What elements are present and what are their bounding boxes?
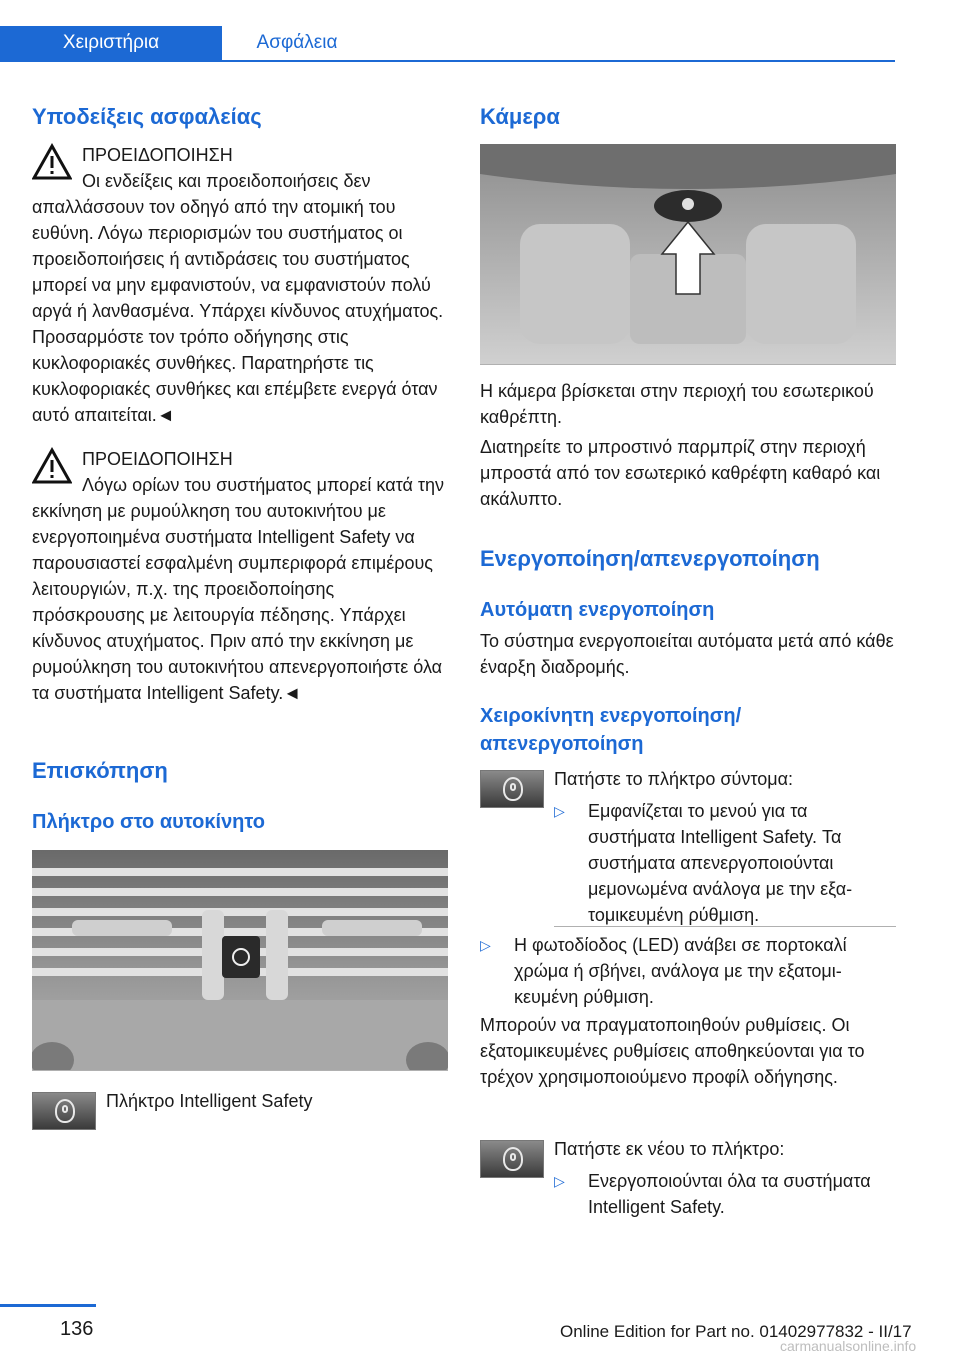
- footer-accent-line: [0, 1304, 96, 1307]
- bullet-triangle-icon: ▷: [554, 1173, 565, 1189]
- bullet-text: Εμφανίζεται το μενού για τα συστήματα Intelligent Safety. Τα συστήματα απενεργοποιούνται μεμονωμένα ανάλογα με την εξατομικευμένη ρύθμιση.: [588, 801, 853, 925]
- warning2-text: Λόγω ορίων του συστήματος μπορεί κατά την εκκίνηση με ρυμούλκηση του αυτοκινήτου με ενεργοποιημένα συστήματα Intelligent Safety να παρουσιαστεί εσφαλμένη συμπεριφορά επιμέρους λειτουργιών, π.χ. της προειδοποίησης πρόσκρουσης με λειτουργία πέδησης. Υπάρχει κίνδυνος ατυχήματος. Πριν από την εκκίνηση με ρυμούλκηση του αυτοκινήτου απενεργοποιήστε όλα τα συστήματα Intelligent Safety.◄: [32, 475, 444, 703]
- camera-photo-divider: [480, 364, 896, 365]
- overview-title: Επισκόπηση: [32, 758, 168, 783]
- press-again-text: Πατήστε εκ νέου το πλήκτρο:: [554, 1139, 785, 1159]
- intelligent-safety-button-icon: [32, 1092, 96, 1130]
- header-divider: [0, 60, 895, 62]
- section-title-safety-notes: Υποδείξεις ασφαλείας: [32, 104, 262, 129]
- camera-photo: [480, 144, 896, 364]
- warning2-head: ΠΡΟΕΙΔΟΠΟΙΗΣΗ: [82, 449, 233, 469]
- camera-location-text: Η κάμερα βρίσκεται στην περιοχή του εσωτερικού καθρέπτη.: [480, 381, 874, 427]
- warning1-body: [32, 168, 450, 428]
- warning1-head: ΠΡΟΕΙΔΟΠΟΙΗΣΗ: [82, 145, 233, 165]
- warning1-text: Οι ενδείξεις και προειδοποιήσεις δεν απαλλάσσουν τον οδηγό από την ατομική του ευθύνη. Λόγω περιορισμών του συστήματος οι προειδοποιήσεις ή αντιδράσεις του συστήματος μπορεί να μην εμφανιστούν, να εμφανιστούν πολύ αργά ή λανθασμένα. Υπάρχει κίνδυνος ατυχήματος. Προσαρμόστε τον τρόπο οδήγησης στις κυκλοφοριακές συνθήκες. Παρατηρήστε τις κυκλοφοριακές συνθήκες και επέμβετε ενεργά όταν αυτό απαιτείται.◄: [32, 171, 444, 425]
- camera-clean-text: Διατηρείτε το μπροστινό παρμπρίζ στην περιοχή μπροστά από τον εσωτερικό καθρέφτη καθαρό και ακάλυπτο.: [480, 437, 881, 509]
- bullet-activate-all: [554, 1168, 896, 1220]
- photo-divider: [32, 1070, 448, 1071]
- auto-activation-text: Το σύστημα ενεργοποιείται αυτόματα μετά από κάθε έναρξη διαδρομής.: [480, 631, 894, 677]
- press-short-text: Πατήστε το πλήκτρο σύντομα:: [554, 769, 794, 789]
- button-caption: Πλήκτρο Intelligent Safety: [106, 1091, 313, 1111]
- bullet-text: Ενεργοποιούνται όλα τα συστήματα Intelligent Safety.: [588, 1171, 871, 1217]
- dashboard-button-photo: [32, 850, 448, 1070]
- bullet-triangle-icon: ▷: [554, 803, 565, 819]
- warning2-body: [32, 472, 450, 706]
- tab-controls[interactable]: Χειριστήρια: [0, 26, 222, 60]
- bullet-text: Η φωτοδίοδος (LED) ανάβει σε πορτοκαλί χρώμα ή σβήνει, ανάλογα με την εξατομικευμένη ρύθμιση.: [514, 935, 847, 1007]
- bullet-menu: [554, 798, 896, 928]
- edition-text: Online Edition for Part no. 01402977832 - II/17: [560, 1322, 912, 1341]
- camera-title: Κάμερα: [480, 104, 560, 129]
- tab-safety[interactable]: Ασφάλεια: [256, 32, 338, 53]
- bullet-led: [480, 932, 896, 1010]
- activation-title: Ενεργοποίηση/απενεργοποίηση: [480, 546, 820, 571]
- bullet-divider: [554, 926, 896, 927]
- header-bar: [0, 26, 895, 62]
- intelligent-safety-button-icon: [480, 770, 544, 808]
- page-number: 136: [60, 1318, 94, 1340]
- settings-text: Μπορούν να πραγματοποιηθούν ρυθμίσεις. Οι εξατομικευμένες ρυθμίσεις αποθηκεύονται για το τρέχον χρησιμοποιούμενο προφίλ οδήγησης.: [480, 1015, 865, 1087]
- manual-activation-title: Χειροκίνητη ενεργοποίηση/ απενεργοποίηση: [480, 705, 742, 755]
- auto-activation-title: Αυτόματη ενεργοποίηση: [480, 599, 715, 621]
- bullet-triangle-icon: ▷: [480, 937, 491, 953]
- watermark: carmanualsonline.info: [780, 1338, 917, 1354]
- button-in-car-title: Πλήκτρο στο αυτοκίνητο: [32, 811, 265, 833]
- intelligent-safety-button-icon: [480, 1140, 544, 1178]
